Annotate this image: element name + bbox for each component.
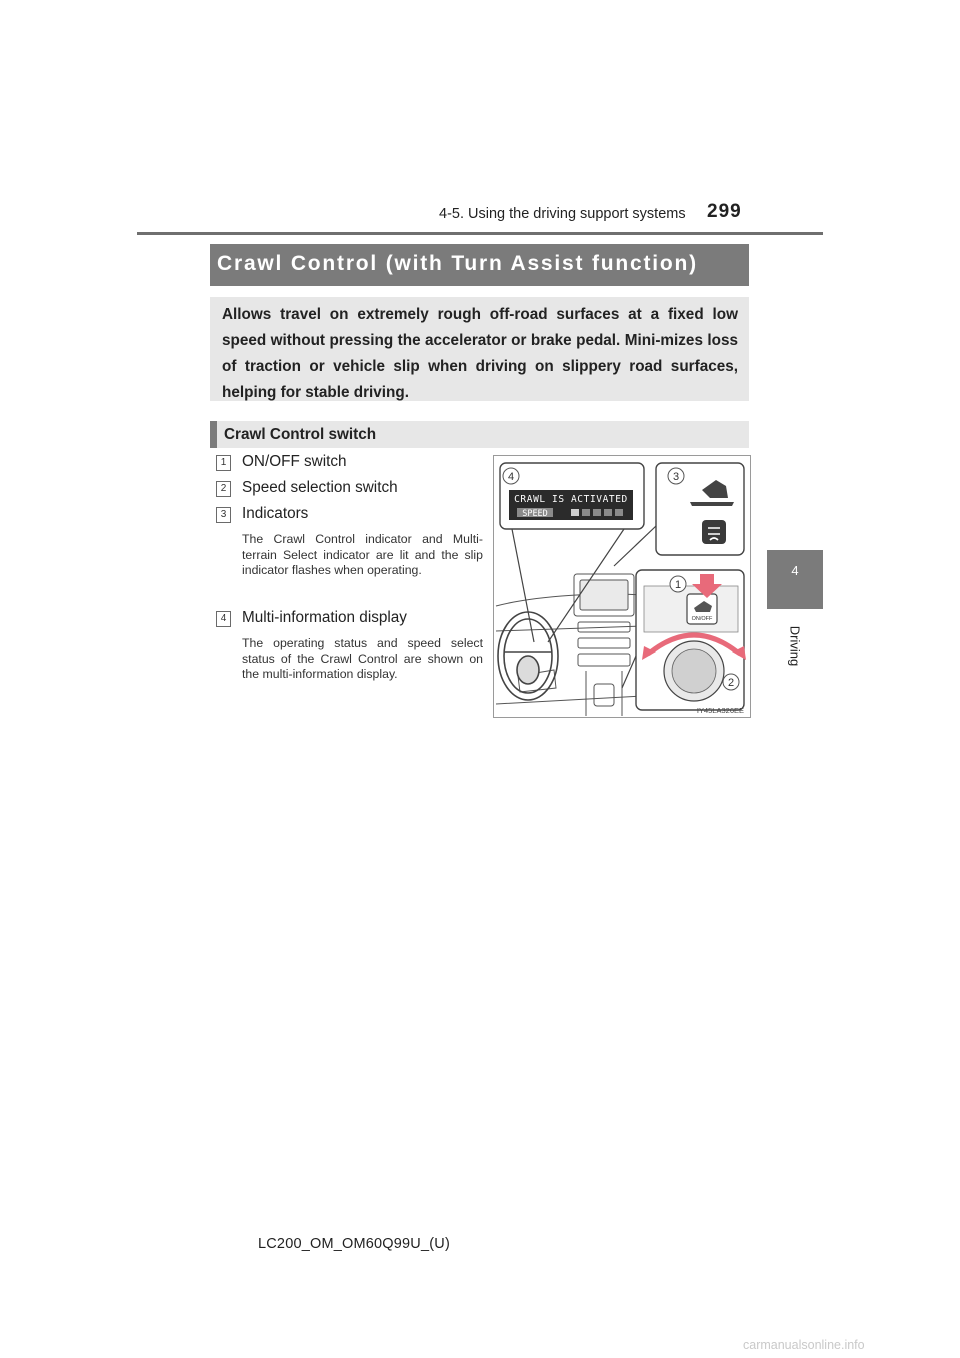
item-label-speed-selection-switch: Speed selection switch [242, 479, 398, 496]
illustration-code: IY45LA326EE [696, 706, 744, 715]
chapter-tab-label: Driving [787, 625, 803, 667]
chapter-tab-number: 4 [791, 563, 799, 578]
mid-callout [500, 463, 644, 642]
steering-wheel-drawing [498, 612, 558, 700]
item-number-badge: 4 [216, 611, 231, 627]
callout-1: 1 [674, 579, 682, 591]
intro-text: Allows travel on extremely rough off-road surfaces at a fixed low speed without pressing the accelerator or brake pedal. Mini-mizes loss of traction or vehicle slip when driving on slippery road surfaces, helping for stable driving. [222, 306, 738, 401]
crawl-control-illustration [493, 455, 751, 718]
item-label-indicators: Indicators [242, 505, 309, 522]
callout-3: 3 [672, 471, 680, 483]
header-rule [137, 232, 823, 235]
dashboard-drawing [496, 574, 654, 716]
item-description-indicators: The Crawl Control indicator and Multi-terrain Select indicator are lit and the slip indicator flashes when operating. [242, 532, 483, 577]
footer-code: LC200_OM_OM60Q99U_(U) [258, 1236, 450, 1252]
subheading: Crawl Control switch [224, 426, 377, 443]
page-title: Crawl Control (with Turn Assist function) [217, 252, 698, 275]
mid-display-line2: SPEED [522, 509, 548, 519]
callout-2: 2 [727, 677, 735, 689]
item-number-badge: 3 [216, 507, 231, 523]
item-number-badge: 1 [216, 455, 231, 471]
item-number-badge: 2 [216, 481, 231, 497]
on-off-switch-text: ON/OFF [691, 616, 713, 622]
watermark: carmanualsonline.info [743, 1338, 865, 1352]
subheading-accent [210, 421, 217, 448]
slip-indicator-icon [702, 520, 726, 544]
item-label-on-off-switch: ON/OFF switch [242, 453, 347, 470]
item-label-multi-information-display: Multi-information display [242, 609, 407, 626]
mid-display-line1: CRAWL IS ACTIVATED [514, 494, 628, 505]
page-number: 299 [707, 201, 742, 222]
callout-4: 4 [507, 471, 515, 483]
illustration-svg [494, 456, 750, 717]
item-description-multi-information-display: The operating status and speed select status of the Crawl Control are shown on the multi-information display. [242, 636, 483, 681]
chapter-tab[interactable] [767, 550, 823, 609]
section-title: 4-5. Using the driving support systems [439, 206, 686, 222]
